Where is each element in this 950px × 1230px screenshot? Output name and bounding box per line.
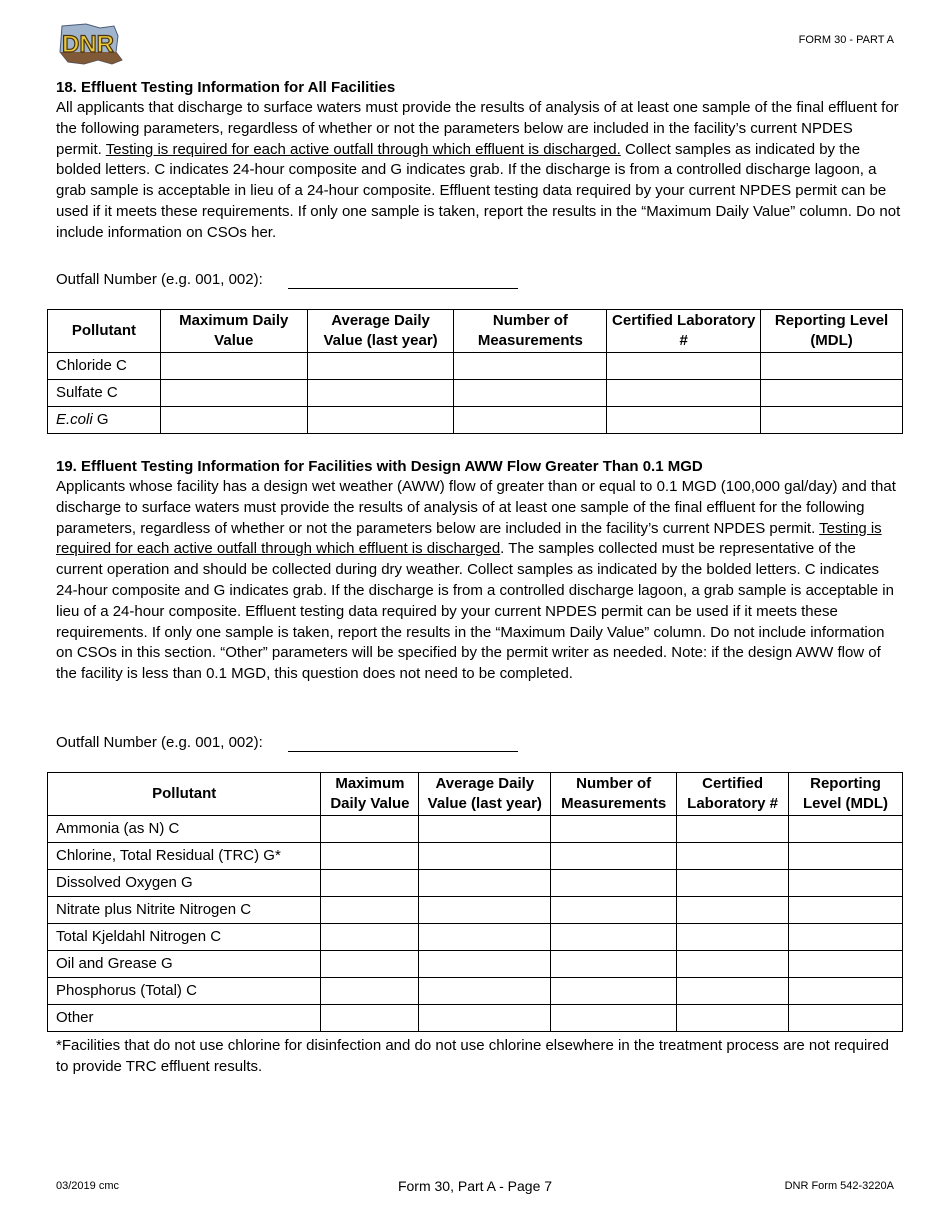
section-19 bbox=[56, 457, 902, 685]
lab-cell[interactable] bbox=[677, 978, 789, 1005]
footer-form-number: DNR Form 542-3220A bbox=[784, 1180, 894, 1192]
lab-cell[interactable] bbox=[677, 897, 789, 924]
col-header: Pollutant bbox=[48, 773, 321, 816]
pollutant-cell: Total Kjeldahl Nitrogen C bbox=[48, 924, 321, 951]
section-19-underlined: Testing is required for each active outfall through which effluent is discharged bbox=[56, 519, 882, 558]
col-header: Reporting Level (MDL) bbox=[789, 773, 903, 816]
max-daily-cell[interactable] bbox=[321, 843, 419, 870]
pollutant-cell: Oil and Grease G bbox=[48, 951, 321, 978]
table-row bbox=[48, 978, 903, 1005]
avg-daily-cell[interactable] bbox=[307, 407, 454, 434]
avg-daily-cell[interactable] bbox=[419, 843, 551, 870]
mdl-cell[interactable] bbox=[789, 951, 903, 978]
mdl-cell[interactable] bbox=[789, 1005, 903, 1032]
col-header: Reporting Level (MDL) bbox=[761, 310, 903, 353]
footer-date: 03/2019 cmc bbox=[56, 1180, 119, 1192]
lab-cell[interactable] bbox=[677, 924, 789, 951]
pollutant-cell: Nitrate plus Nitrite Nitrogen C bbox=[48, 897, 321, 924]
max-daily-cell[interactable] bbox=[321, 816, 419, 843]
lab-cell[interactable] bbox=[677, 870, 789, 897]
table-header-row bbox=[48, 773, 903, 816]
pollutant-cell: Phosphorus (Total) C bbox=[48, 978, 321, 1005]
measurements-cell[interactable] bbox=[454, 380, 607, 407]
measurements-cell[interactable] bbox=[551, 870, 677, 897]
pollutant-cell: Other bbox=[48, 1005, 321, 1032]
mdl-cell[interactable] bbox=[761, 380, 903, 407]
dnr-logo-icon bbox=[56, 22, 124, 66]
avg-daily-cell[interactable] bbox=[307, 353, 454, 380]
table-row bbox=[48, 407, 903, 434]
table-row bbox=[48, 816, 903, 843]
col-header: Average Daily Value (last year) bbox=[307, 310, 454, 353]
measurements-cell[interactable] bbox=[551, 924, 677, 951]
pollutant-cell: Chlorine, Total Residual (TRC) G* bbox=[48, 843, 321, 870]
pollutant-cell: Sulfate C bbox=[48, 380, 161, 407]
max-daily-cell[interactable] bbox=[160, 353, 307, 380]
section-18 bbox=[56, 78, 902, 244]
section-18-table bbox=[47, 309, 903, 434]
table-row bbox=[48, 1005, 903, 1032]
measurements-cell[interactable] bbox=[551, 843, 677, 870]
mdl-cell[interactable] bbox=[789, 816, 903, 843]
max-daily-cell[interactable] bbox=[321, 870, 419, 897]
measurements-cell[interactable] bbox=[551, 951, 677, 978]
section-18-title: 18. Effluent Testing Information for All Facilities bbox=[56, 79, 396, 96]
table-row bbox=[48, 924, 903, 951]
lab-cell[interactable] bbox=[607, 407, 761, 434]
mdl-cell[interactable] bbox=[789, 924, 903, 951]
max-daily-cell[interactable] bbox=[160, 407, 307, 434]
table-row bbox=[48, 897, 903, 924]
section-18-instructions: All applicants that discharge to surface waters must provide the results of analysis of at least one sample of the final effluent for the following parameters, regardless of whether or not the parameters below are included in the facility’s current NPDES permit. Testing is required for each active outfall through which effluent is discharged. Collect samples as indicated by the bolded letters. C indicates 24-hour composite and G indicates grab. If the discharge is from a controlled discharge lagoon, a grab sample is acceptable in lieu of a 24-hour composite. Effluent testing data required by your current NPDES permit can be used if it meets these requirements. If only one sample is taken, report the results in the “Maximum Daily Value” column. Do not include information on CSOs her. bbox=[56, 99, 901, 241]
lab-cell[interactable] bbox=[677, 1005, 789, 1032]
mdl-cell[interactable] bbox=[761, 407, 903, 434]
footer-page-number: Form 30, Part A - Page 7 bbox=[397, 1178, 553, 1194]
col-header: Average Daily Value (last year) bbox=[419, 773, 551, 816]
outfall-label: Outfall Number (e.g. 001, 002): bbox=[56, 271, 263, 288]
mdl-cell[interactable] bbox=[761, 353, 903, 380]
section-18-outfall bbox=[56, 271, 263, 288]
col-header: Number of Measurements bbox=[551, 773, 677, 816]
col-header: Maximum Daily Value bbox=[321, 773, 419, 816]
form-code: FORM 30 - PART A bbox=[798, 34, 894, 46]
max-daily-cell[interactable] bbox=[321, 924, 419, 951]
avg-daily-cell[interactable] bbox=[419, 924, 551, 951]
table-header-row bbox=[48, 310, 903, 353]
section-19-outfall bbox=[56, 734, 263, 751]
outfall-number-input[interactable] bbox=[288, 288, 518, 289]
section-19-title: 19. Effluent Testing Information for Facilities with Design AWW Flow Greater Than 0.1 MGD bbox=[56, 458, 703, 475]
pollutant-cell: Chloride C bbox=[48, 353, 161, 380]
lab-cell[interactable] bbox=[607, 353, 761, 380]
pollutant-cell: Dissolved Oxygen G bbox=[48, 870, 321, 897]
pollutant-cell: Ammonia (as N) C bbox=[48, 816, 321, 843]
svg-text:DNR: DNR bbox=[62, 31, 114, 58]
section-19-table bbox=[47, 772, 903, 1032]
max-daily-cell[interactable] bbox=[321, 951, 419, 978]
mdl-cell[interactable] bbox=[789, 978, 903, 1005]
mdl-cell[interactable] bbox=[789, 870, 903, 897]
measurements-cell[interactable] bbox=[551, 1005, 677, 1032]
avg-daily-cell[interactable] bbox=[419, 897, 551, 924]
measurements-cell[interactable] bbox=[551, 978, 677, 1005]
max-daily-cell[interactable] bbox=[321, 1005, 419, 1032]
measurements-cell[interactable] bbox=[454, 353, 607, 380]
lab-cell[interactable] bbox=[677, 816, 789, 843]
col-header: Certified Laboratory # bbox=[607, 310, 761, 353]
avg-daily-cell[interactable] bbox=[419, 816, 551, 843]
table-row bbox=[48, 353, 903, 380]
col-header: Number of Measurements bbox=[454, 310, 607, 353]
mdl-cell[interactable] bbox=[789, 843, 903, 870]
avg-daily-cell[interactable] bbox=[419, 870, 551, 897]
col-header: Pollutant bbox=[48, 310, 161, 353]
table-row bbox=[48, 380, 903, 407]
avg-daily-cell[interactable] bbox=[419, 978, 551, 1005]
avg-daily-cell[interactable] bbox=[419, 1005, 551, 1032]
max-daily-cell[interactable] bbox=[321, 978, 419, 1005]
pollutant-cell: E.coli G bbox=[48, 407, 161, 434]
table-row bbox=[48, 951, 903, 978]
max-daily-cell[interactable] bbox=[160, 380, 307, 407]
avg-daily-cell[interactable] bbox=[307, 380, 454, 407]
measurements-cell[interactable] bbox=[551, 816, 677, 843]
lab-cell[interactable] bbox=[677, 843, 789, 870]
avg-daily-cell[interactable] bbox=[419, 951, 551, 978]
max-daily-cell[interactable] bbox=[321, 897, 419, 924]
section-19-instructions: Applicants whose facility has a design wet weather (AWW) flow of greater than or equal to 0.1 MGD (100,000 gal/day) and that discharge to surface waters must provide the results of analysis of at least one sample of the final effluent for the following parameters, regardless of whether or not the parameters below are included in the facility’s current NPDES permit. Testing is required for each active outfall through which effluent is discharged. The samples collected must be representative of the current operation and should be collected during dry weather. Collect samples as indicated by the bolded letters. C indicates 24-hour composite and G indicates grab. If the discharge is from a controlled discharge lagoon, a grab sample is acceptable in lieu of a 24-hour composite. Effluent testing data required by your current NPDES permit can be used if it meets these requirements. If only one sample is taken, report the results in the “Maximum Daily Value” column. Do not include information on CSOs in this section. “Other” parameters will be specified by the permit writer as needed. Note: if the design AWW flow of the facility is less than 0.1 MGD, this question does not need to be completed. bbox=[56, 478, 896, 683]
table-row bbox=[48, 843, 903, 870]
col-header: Certified Laboratory # bbox=[677, 773, 789, 816]
mdl-cell[interactable] bbox=[789, 897, 903, 924]
outfall-label: Outfall Number (e.g. 001, 002): bbox=[56, 734, 263, 751]
section-18-underlined: Testing is required for each active outfall through which effluent is discharged. bbox=[105, 140, 621, 158]
trc-footnote: *Facilities that do not use chlorine for disinfection and do not use chlorine elsewhere in the treatment process are not required to provide TRC effluent results. bbox=[56, 1037, 889, 1075]
lab-cell[interactable] bbox=[677, 951, 789, 978]
outfall-number-input[interactable] bbox=[288, 751, 518, 752]
lab-cell[interactable] bbox=[607, 380, 761, 407]
table-row bbox=[48, 870, 903, 897]
measurements-cell[interactable] bbox=[454, 407, 607, 434]
col-header: Maximum Daily Value bbox=[160, 310, 307, 353]
measurements-cell[interactable] bbox=[551, 897, 677, 924]
